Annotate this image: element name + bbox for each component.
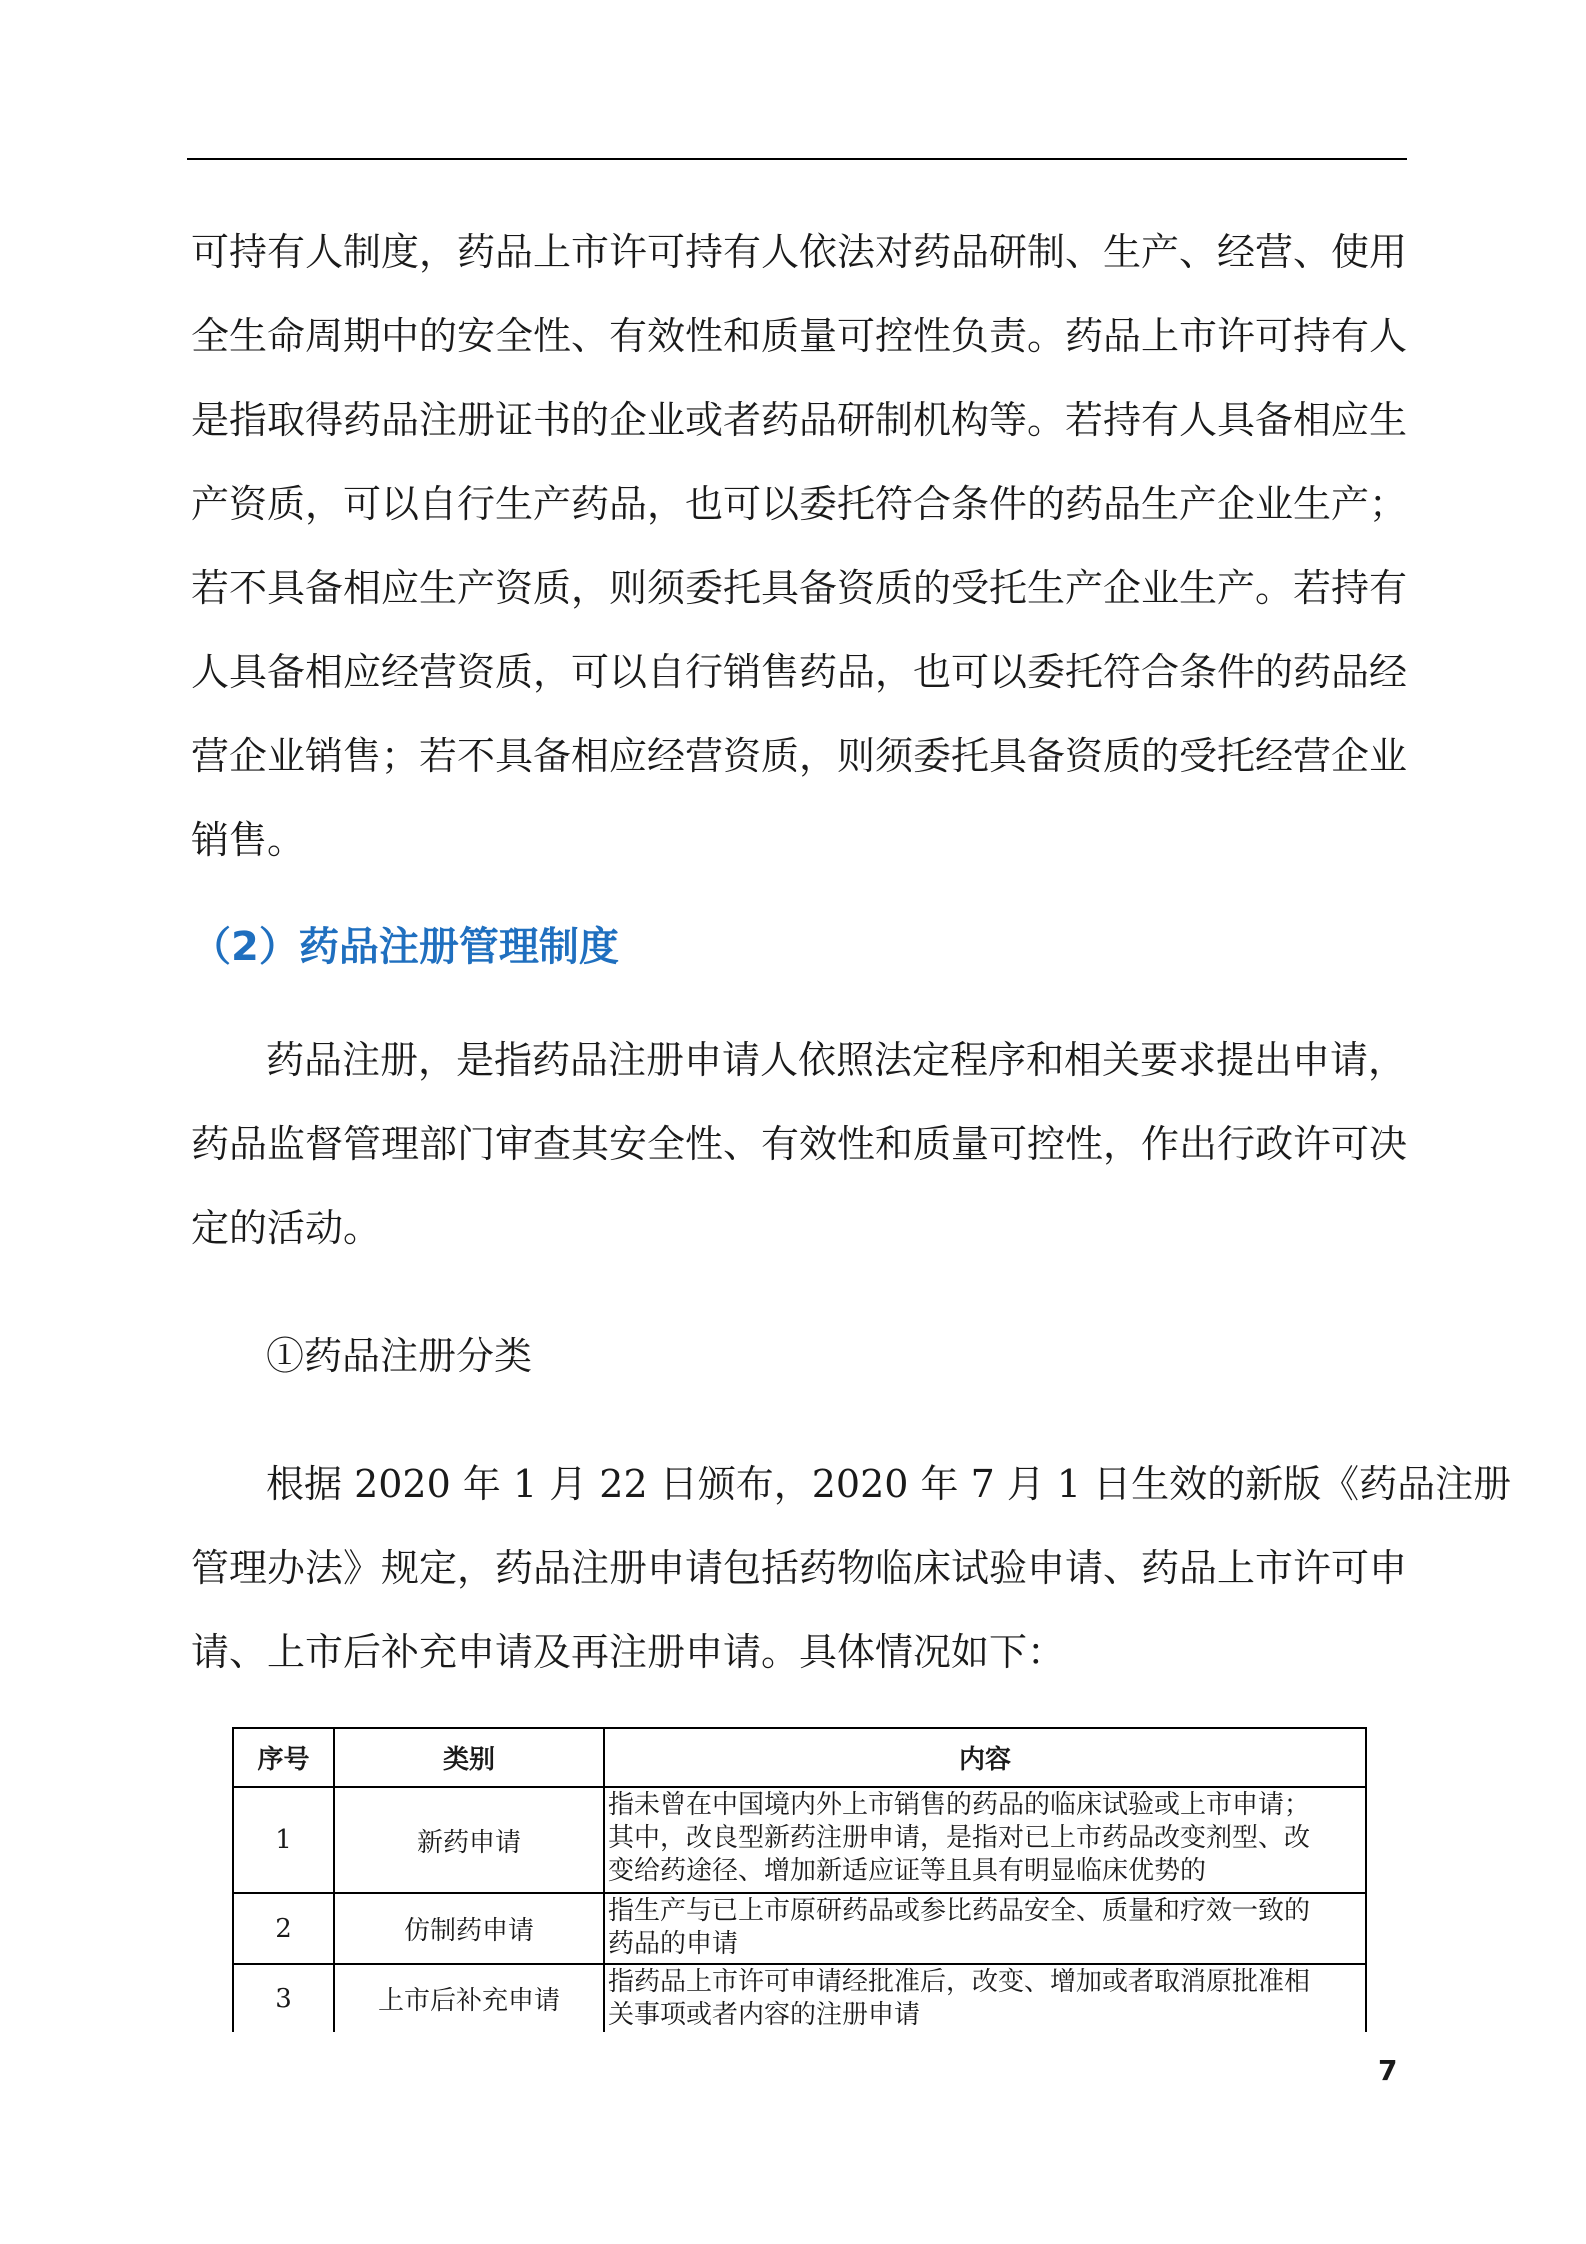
row-category: 新药申请: [334, 1787, 604, 1893]
row-no: 1: [233, 1787, 334, 1893]
row-content: [604, 1893, 1366, 1964]
text-line: 人具备相应经营资质，可以自行销售药品，也可以委托符合条件的药品经: [191, 650, 1408, 694]
content-line: 指未曾在中国境内外上市销售的药品的临床试验或上市申请；: [608, 1790, 1311, 1820]
page-number: 7: [1378, 2054, 1398, 2087]
text-line: 产资质，可以自行生产药品，也可以委托符合条件的药品生产企业生产；: [191, 482, 1408, 526]
row-category: 上市后补充申请: [334, 1964, 604, 2032]
section-heading: （2）药品注册管理制度: [191, 924, 619, 970]
content-line: 其中，改良型新药注册申请，是指对已上市药品改变剂型、改: [608, 1823, 1311, 1853]
table-row: [233, 1787, 1366, 1893]
text-line: 管理办法》规定，药品注册申请包括药物临床试验申请、药品上市许可申: [191, 1546, 1408, 1590]
text-line: 根据 2020 年 1 月 22 日颁布，2020 年 7 月 1 日生效的新版《药品注册: [266, 1462, 1512, 1506]
content-line: 指药品上市许可申请经批准后，改变、增加或者取消原批准相: [608, 1967, 1311, 1997]
header-category: 类别: [334, 1728, 604, 1787]
content-line: 关事项或者内容的注册申请: [608, 2000, 921, 2030]
text-line: 定的活动。: [191, 1206, 382, 1250]
registration-table: [232, 1727, 1367, 2032]
text-line: 请、上市后补充申请及再注册申请。具体情况如下：: [191, 1630, 1066, 1674]
row-content: [604, 1787, 1366, 1893]
text-line: 药品监督管理部门审查其安全性、有效性和质量可控性，作出行政许可决: [191, 1122, 1408, 1166]
content-line: 指生产与已上市原研药品或参比药品安全、质量和疗效一致的: [608, 1896, 1311, 1926]
table-header-row: [233, 1728, 1366, 1787]
row-category: 仿制药申请: [334, 1893, 604, 1964]
header-no: 序号: [233, 1728, 334, 1787]
content-line: 药品的申请: [608, 1929, 739, 1959]
subheading: ①药品注册分类: [266, 1334, 533, 1378]
text-line: 药品注册，是指药品注册申请人依照法定程序和相关要求提出申请，: [266, 1038, 1407, 1082]
table-row: [233, 1893, 1366, 1964]
row-no: 3: [233, 1964, 334, 2032]
row-no: 2: [233, 1893, 334, 1964]
text-line: 营企业销售；若不具备相应经营资质，则须委托具备资质的受托经营企业: [191, 734, 1408, 778]
text-line: 若不具备相应生产资质，则须委托具备资质的受托生产企业生产。若持有: [191, 566, 1408, 610]
header-rule: [187, 158, 1407, 160]
text-line: 是指取得药品注册证书的企业或者药品研制机构等。若持有人具备相应生: [191, 398, 1408, 442]
text-line: 可持有人制度，药品上市许可持有人依法对药品研制、生产、经营、使用: [191, 230, 1408, 274]
row-content: [604, 1964, 1366, 2032]
text-line: 全生命周期中的安全性、有效性和质量可控性负责。药品上市许可持有人: [191, 314, 1408, 358]
text-line: 销售。: [191, 818, 306, 862]
table-row: [233, 1964, 1366, 2032]
content-line: 变给药途径、增加新适应证等且具有明显临床优势的: [608, 1856, 1207, 1886]
header-content: 内容: [604, 1728, 1366, 1787]
